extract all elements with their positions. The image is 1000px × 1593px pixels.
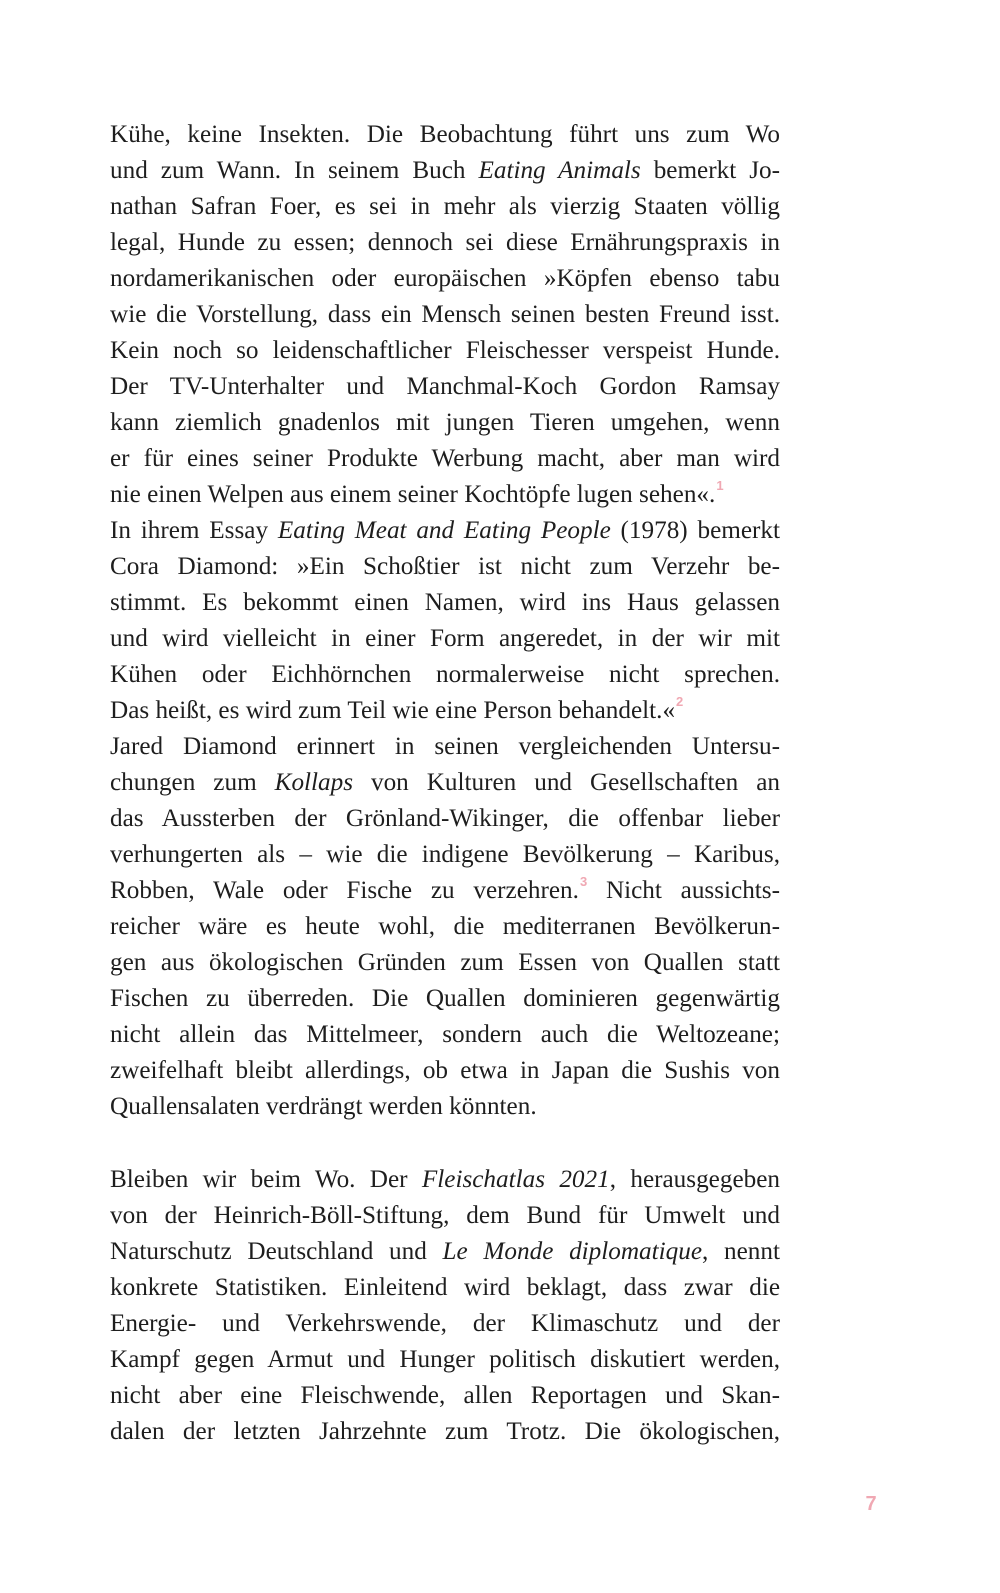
text-line: Fischen zu überreden. Die Quallen dominieren gegenwärtig (110, 985, 780, 1012)
text-line: nicht aber eine Fleischwende, allen Reportagen und Skan- (110, 1382, 780, 1409)
text-line: Cora Diamond: »Ein Schoßtier ist nicht zum Verzehr be- (110, 553, 780, 580)
text-line: nathan Safran Foer, es sei in mehr als vierzig Staaten völlig (110, 193, 780, 220)
text-line: Energie- und Verkehrswende, der Klimaschutz und der (110, 1310, 780, 1337)
text-line: Quallensalaten verdrängt werden könnten. (110, 1093, 537, 1120)
book-title-kollaps: Kollaps (274, 769, 354, 796)
text-line: Das heißt, es wird zum Teil wie eine Person behandelt.«$^2$ (110, 694, 684, 724)
essay-title: Eating Meat and Eating People (277, 517, 611, 544)
text-line: Robben, Wale oder Fische zu verzehren.$^3$ Nicht aussichts- (110, 874, 780, 904)
footnote-marker-1[interactable]: 1 (716, 478, 724, 493)
text-line: dalen der letzten Jahrzehnte zum Trotz. Die ökologischen, (110, 1418, 780, 1445)
text-line: das Aussterben der Grönland-Wikinger, die offenbar lieber (110, 805, 780, 832)
footnote-marker-2[interactable]: 2 (676, 694, 684, 709)
book-title-eating-animals: Eating Animals (478, 157, 641, 184)
text-line: konkrete Statistiken. Einleitend wird beklagt, dass zwar die (110, 1274, 780, 1301)
text-line: wie die Vorstellung, dass ein Mensch seinen besten Freund isst. (110, 301, 780, 328)
text-line: Bleiben wir beim Wo. Der Fleischatlas 2021, herausgegeben (110, 1166, 780, 1193)
text-line: legal, Hunde zu essen; dennoch sei diese Ernährungspraxis in (110, 229, 780, 256)
footnote-marker-3[interactable]: 3 (579, 874, 588, 889)
text-line: nordamerikanischen oder europäischen »Köpfen ebenso tabu (110, 265, 780, 292)
text-line: nie einen Welpen aus einem seiner Kochtöpfe lugen sehen«.$^1$ (110, 478, 724, 508)
page-number: 7 (865, 1493, 877, 1515)
text-line: er für eines seiner Produkte Werbung macht, aber man wird (110, 445, 780, 472)
text-line: Kühe, keine Insekten. Die Beobachtung führt uns zum Wo (110, 121, 780, 148)
text-line: Kampf gegen Armut und Hunger politisch diskutiert werden, (110, 1346, 780, 1373)
text-line: zweifelhaft bleibt allerdings, ob etwa in Japan die Sushis von (110, 1057, 780, 1084)
text-line: verhungerten als – wie die indigene Bevölkerung – Karibus, (110, 841, 780, 868)
text-line: kann ziemlich gnadenlos mit jungen Tieren umgehen, wenn (110, 409, 780, 436)
text-line: Naturschutz Deutschland und Le Monde diplomatique, nennt (110, 1238, 780, 1265)
text-line: und zum Wann. In seinem Buch Eating Animals bemerkt Jo- (110, 157, 780, 184)
text-line: reicher wäre es heute wohl, die mediterranen Bevölkerun- (110, 913, 780, 940)
text-line: Kein noch so leidenschaftlicher Fleischesser verspeist Hunde. (110, 337, 780, 364)
text-line: und wird vielleicht in einer Form angeredet, in der wir mit (110, 625, 780, 652)
paragraph-2 (110, 1162, 780, 1450)
text-line: Kühen oder Eichhörnchen normalerweise nicht sprechen. (110, 661, 780, 688)
publication-title-le-monde: Le Monde diplomatique (442, 1238, 703, 1265)
text-line: Der TV-Unterhalter und Manchmal-Koch Gordon Ramsay (110, 373, 780, 400)
text-line: chungen zum Kollaps von Kulturen und Gesellschaften an (110, 769, 780, 796)
text-line: nicht allein das Mittelmeer, sondern auch die Weltozeane; (110, 1021, 780, 1048)
paragraph-1 (110, 117, 780, 1125)
publication-title-fleischatlas: Fleischatlas 2021 (421, 1166, 610, 1193)
text-line: Jared Diamond erinnert in seinen vergleichenden Untersu- (110, 733, 780, 760)
text-line: In ihrem Essay Eating Meat and Eating People (1978) bemerkt (110, 517, 780, 544)
text-line: von der Heinrich-Böll-Stiftung, dem Bund für Umwelt und (110, 1202, 780, 1229)
text-line: gen aus ökologischen Gründen zum Essen von Quallen statt (110, 949, 780, 976)
text-line: stimmt. Es bekommt einen Namen, wird ins Haus gelassen (110, 589, 780, 616)
